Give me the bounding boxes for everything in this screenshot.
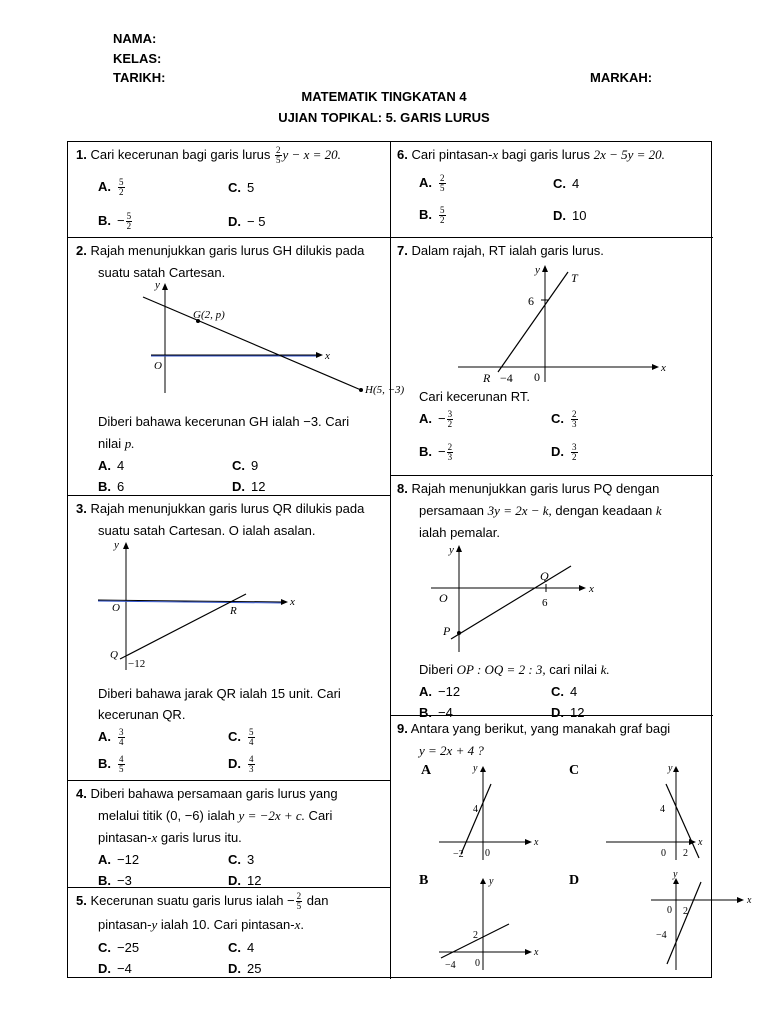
q3-line-qr — [120, 594, 246, 659]
q4-text-line2: melalui titik (0, −6) ialah y = −2x + c. Cari — [98, 808, 333, 823]
q7-option-d[interactable]: D. $\frac{3}{2}$ — [551, 442, 577, 462]
page-subtitle: UJIAN TOPIKAL: 5. GARIS LURUS — [278, 110, 490, 125]
kelas-label: KELAS: — [113, 51, 162, 66]
svg-text:y: y — [668, 763, 673, 774]
q8-point-p — [457, 631, 461, 635]
q8-line-pq — [451, 566, 571, 639]
q1-option-a[interactable]: A. $\frac{5}{2}$ — [98, 177, 124, 197]
question-9 — [390, 715, 752, 979]
q1-option-d[interactable]: D. − 5 — [228, 214, 266, 229]
question-8 — [390, 475, 713, 720]
q2-text-line1: Rajah menunjukkan garis lurus GH dilukis pada — [90, 243, 365, 258]
q2-cartesian-diagram — [143, 279, 405, 403]
q2-option-a[interactable]: A. 4 — [98, 458, 125, 473]
q2-question-line1: Diberi bahawa kecerunan GH ialah −3. Cari — [98, 414, 350, 429]
q1-number: 1. — [76, 147, 87, 162]
svg-text:2: 2 — [683, 906, 688, 917]
q3-option-b[interactable]: B. $\frac{4}{5}$ — [98, 754, 124, 774]
q7-question: Cari kecerunan RT. — [419, 389, 531, 404]
q4-text-line3: pintasan-x garis lurus itu. — [98, 830, 242, 845]
svg-text:0: 0 — [485, 848, 490, 859]
q7-x-label: x — [661, 362, 666, 374]
q9-graph-d[interactable] — [561, 869, 752, 972]
q8-text-line1: 8. Rajah menunjukkan garis lurus PQ dengan — [397, 481, 660, 496]
page-title: MATEMATIK TINGKATAN 4 — [301, 89, 467, 104]
q3-question-line2: kecerunan QR. — [98, 707, 186, 722]
q8-option-b[interactable]: B. −4 — [419, 705, 453, 720]
q8-option-a[interactable]: A. −12 — [419, 684, 461, 699]
q2-y-label: y — [155, 279, 160, 291]
q8-text-line2: persamaan 3y = 2x − k, dengan keadaan k — [419, 503, 662, 518]
q5-option-3[interactable]: D. −4 — [98, 961, 132, 976]
question-1 — [68, 142, 390, 237]
q2-origin-label: O — [154, 360, 162, 372]
question-4 — [68, 780, 390, 887]
svg-text:x: x — [698, 837, 703, 848]
q9-graph-a[interactable] — [409, 762, 539, 862]
q7-line-rt — [498, 272, 568, 372]
q2-x-label: x — [325, 350, 330, 362]
svg-text:2: 2 — [683, 848, 688, 859]
q7-zero-label: 0 — [534, 370, 540, 384]
svg-text:y: y — [473, 763, 478, 774]
question-7 — [390, 237, 713, 475]
q8-six-label: 6 — [542, 597, 548, 609]
svg-text:y: y — [673, 869, 678, 880]
q7-cartesian-diagram — [453, 264, 666, 389]
svg-text:y: y — [489, 876, 494, 887]
q7-text: 7. Dalam rajah, RT ialah garis lurus. — [397, 243, 604, 258]
nama-label: NAMA: — [113, 31, 157, 46]
q3-question-line1: Diberi bahawa jarak QR ialah 15 unit. Cari — [98, 686, 341, 701]
q8-text-line3: ialah pemalar. — [419, 525, 500, 540]
q7-r-value: −4 — [500, 371, 513, 385]
q7-r-label: R — [483, 371, 491, 385]
q6-option-b[interactable]: B. $\frac{5}{2}$ — [419, 205, 445, 225]
q6-option-d[interactable]: D. 10 — [553, 208, 587, 223]
q3-option-a[interactable]: A. $\frac{3}{4}$ — [98, 727, 124, 747]
q2-question-line2: nilai p. — [98, 436, 135, 451]
q4-option-a[interactable]: A. −12 — [98, 852, 140, 867]
svg-text:−2: −2 — [453, 849, 464, 860]
q4-option-c[interactable]: C. 3 — [228, 852, 255, 867]
q9-graph-c[interactable] — [561, 762, 701, 862]
q1-equation: y − x = 20. — [282, 147, 341, 162]
q3-y-label: y — [114, 539, 119, 551]
q5-text-line1: 5. Kecerunan suatu garis lurus ialah − $\frac{2}{5}$ dan — [76, 891, 329, 912]
svg-text:0: 0 — [661, 848, 666, 859]
svg-text:2: 2 — [473, 930, 478, 941]
q9-graph-d-label: D — [569, 873, 580, 888]
svg-text:−4: −4 — [445, 960, 456, 971]
q8-option-c[interactable]: C. 4 — [551, 684, 578, 699]
q2-option-c[interactable]: C. 9 — [232, 458, 259, 473]
q8-p-label: P — [443, 624, 451, 638]
q7-t-label: T — [571, 271, 578, 285]
q7-option-c[interactable]: C. $\frac{2}{3}$ — [551, 409, 577, 429]
markah-label: MARKAH: — [590, 70, 653, 85]
q3-option-c[interactable]: C. $\frac{5}{4}$ — [228, 727, 254, 747]
q9-graph-c-label: C — [569, 763, 580, 778]
q1-text: Cari kecerunan bagi garis lurus — [90, 147, 271, 162]
q9-graph-b[interactable] — [409, 872, 539, 972]
q5-text-line2: pintasan-y ialah 10. Cari pintasan-x. — [98, 917, 304, 932]
q8-origin-label: O — [439, 591, 448, 605]
q8-question: Diberi OP : OQ = 2 : 3, cari nilai k. — [419, 662, 610, 677]
q2-text-line2: suatu satah Cartesan. — [98, 265, 226, 280]
svg-text:x: x — [534, 947, 539, 958]
tarikh-label: TARIKH: — [113, 70, 166, 85]
q6-text: 6. Cari pintasan-x bagi garis lurus 2x − 5y = 20. — [397, 147, 665, 162]
q2-number: 2. — [76, 243, 87, 258]
question-5 — [68, 887, 390, 979]
q9-equation: y = 2x + 4 ? — [419, 743, 484, 758]
svg-text:−4: −4 — [656, 930, 667, 941]
svg-text:x: x — [747, 895, 752, 906]
q8-cartesian-diagram — [431, 544, 594, 654]
q6-option-c[interactable]: C. 4 — [553, 176, 580, 191]
q9-graph-a-label: A — [421, 763, 432, 778]
q3-q-value: −12 — [128, 658, 146, 670]
q4-option-b[interactable]: B. −3 — [98, 873, 132, 888]
q7-six-label: 6 — [528, 294, 534, 308]
q9-text-line1: 9. Antara yang berikut, yang manakah graf bagi — [397, 721, 671, 736]
question-sheet — [67, 141, 752, 978]
svg-text:0: 0 — [475, 958, 480, 969]
q8-y-label: y — [449, 544, 454, 556]
q3-text-line2: suatu satah Cartesan. O ialah asalan. — [98, 523, 316, 538]
q8-q-label: Q — [540, 569, 549, 583]
q5-option-2[interactable]: C. 4 — [228, 940, 255, 955]
svg-text:x: x — [534, 837, 539, 848]
svg-text:4: 4 — [473, 804, 478, 815]
question-6 — [390, 142, 713, 237]
question-2 — [68, 237, 405, 495]
q2-option-d[interactable]: D. 12 — [232, 479, 266, 494]
q2-option-b[interactable]: B. 6 — [98, 479, 125, 494]
q8-x-label: x — [589, 583, 594, 595]
q1-option-c[interactable]: C. 5 — [228, 180, 255, 195]
q3-text-line1: Rajah menunjukkan garis lurus QR dilukis pada — [90, 501, 365, 516]
q9-graph-b-label: B — [419, 873, 429, 888]
q8-option-d[interactable]: D. 12 — [551, 705, 585, 720]
q3-origin-label: O — [112, 602, 120, 614]
q3-cartesian-diagram — [98, 539, 308, 672]
q3-number: 3. — [76, 501, 87, 516]
q1-fraction: $\frac{2}{5}$ — [276, 145, 281, 166]
q6-option-a[interactable]: A. $\frac{2}{5}$ — [419, 173, 445, 193]
svg-text:4: 4 — [660, 804, 665, 815]
q3-x-label: x — [290, 596, 295, 608]
q7-y-label: y — [535, 264, 540, 276]
q2-g-label: G(2, p) — [193, 309, 225, 321]
q3-option-d[interactable]: D. $\frac{4}{3}$ — [228, 754, 254, 774]
question-3 — [68, 495, 390, 780]
q7-option-b[interactable]: B. − $\frac{2}{3}$ — [419, 442, 453, 462]
svg-text:0: 0 — [667, 905, 672, 916]
q5-option-4[interactable]: D. 25 — [228, 961, 262, 976]
q5-option-1[interactable]: C. −25 — [98, 940, 140, 955]
q4-option-d[interactable]: D. 12 — [228, 873, 262, 888]
q2-h-label: H(5, −3) — [365, 384, 405, 396]
q1-option-b[interactable]: B. − $\frac{5}{2}$ — [98, 211, 132, 231]
q2-line-gh — [143, 297, 361, 390]
q4-number: 4. — [76, 786, 87, 801]
q2-point-h — [359, 388, 363, 392]
q3-q-label: Q — [110, 649, 118, 661]
q4-text-line1: Diberi bahawa persamaan garis lurus yang — [90, 786, 338, 801]
q7-option-a[interactable]: A. − $\frac{3}{2}$ — [419, 409, 453, 429]
q3-r-label: R — [230, 605, 237, 617]
